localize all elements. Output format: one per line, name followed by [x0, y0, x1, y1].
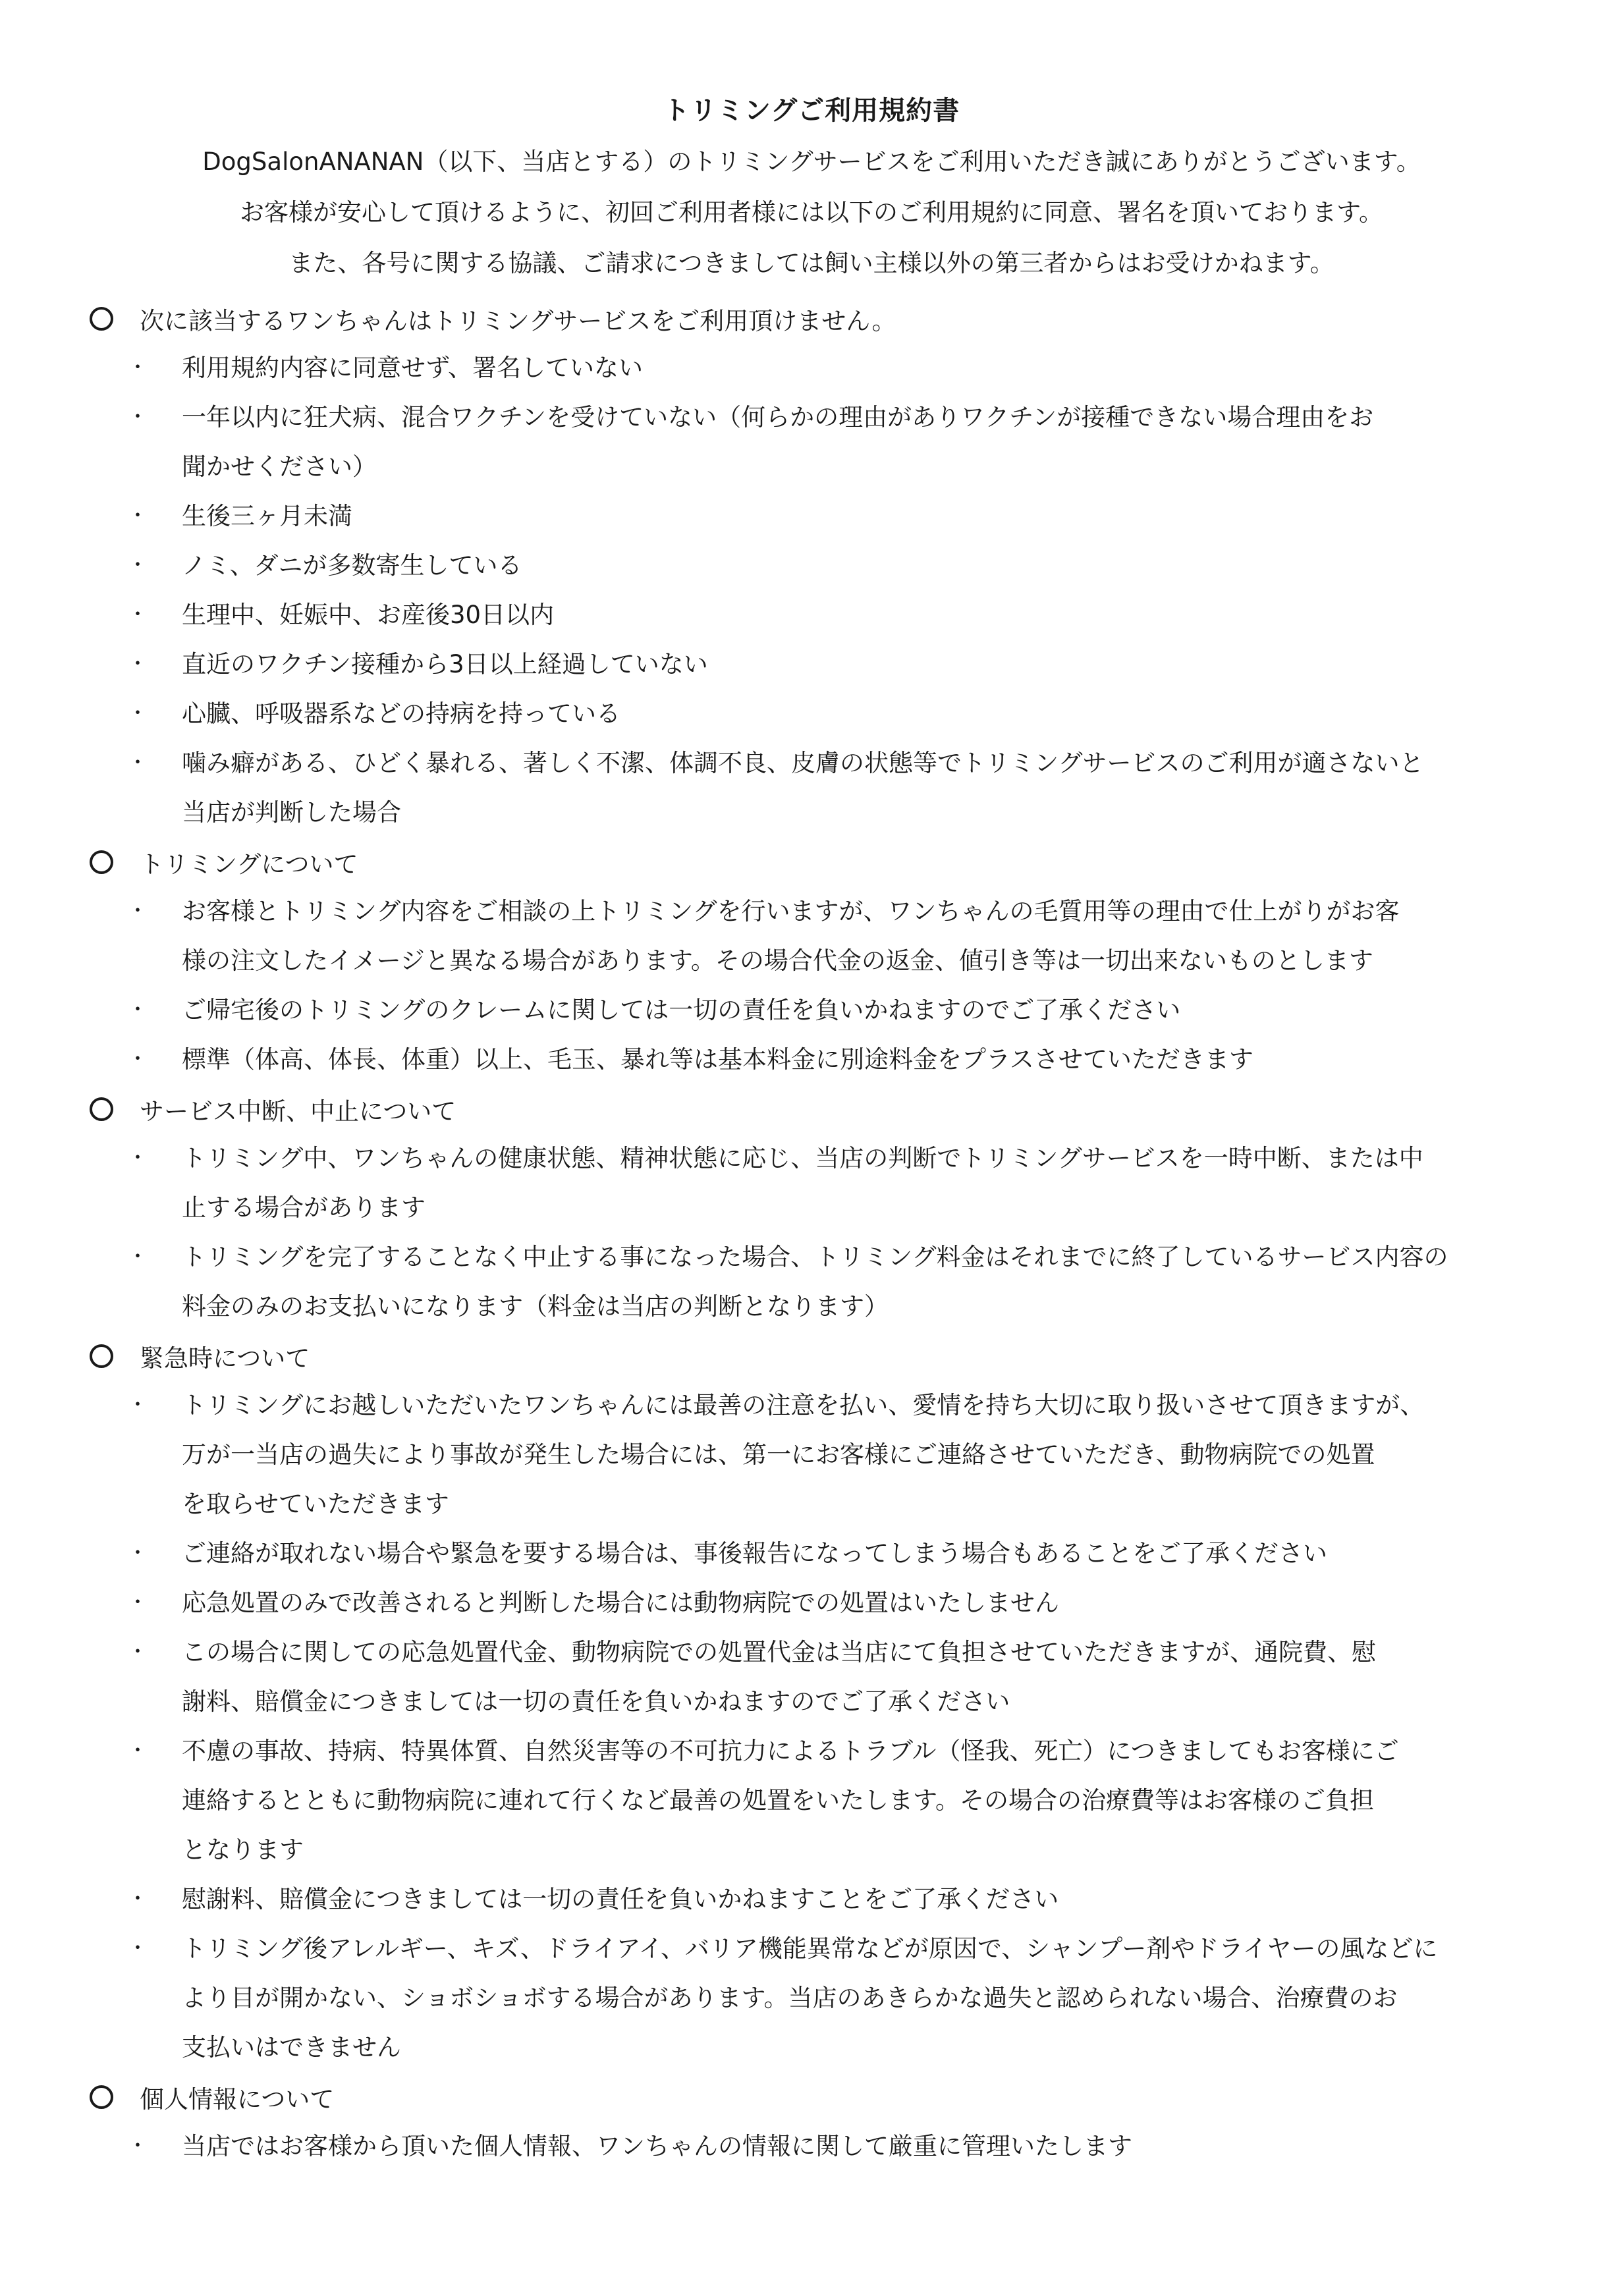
bullet-icon: ・ — [128, 505, 148, 528]
list-item-text: 不慮の事故、持病、特異体質、自然災害等の不可抗力によるトラブル（怪我、死亡）につきましてもお客様にご 連絡するとともに動物病院に連れて行くなど最善の処置をいたします。その場合の治療費等はお客様のご負担 となります — [182, 1737, 1399, 1864]
list-item — [90, 1578, 1506, 1627]
list-item — [90, 1380, 1506, 1529]
list-item-text: トリミングにお越しいただいたワンちゃんには最善の注意を払い、愛情を持ち大切に取り扱いさせて頂きますが、 万が一当店の過失により事故が発生した場合には、第一にお客様にご連絡させていただき、動物病院での処置 を取らせていただきます — [182, 1391, 1425, 1518]
list-item — [90, 640, 1506, 689]
list-item — [90, 2121, 1506, 2171]
list-item-text: 噛み癖がある、ひどく暴れる、著しく不潔、体調不良、皮膚の状態等でトリミングサービスのご利用が適さないと 当店が判断した場合 — [182, 749, 1424, 827]
list-item-text: 応急処置のみで改善されると判断した場合には動物病院での処置はいたしません — [182, 1589, 1059, 1617]
bullet-icon: ・ — [128, 406, 148, 429]
list-item-text: お客様とトリミング内容をご相談の上トリミングを行いますが、ワンちゃんの毛質用等の理由で仕上がりがお客 様の注文したイメージと異なる場合があります。その場合代金の返金、値引き等は一切出来ないものとします — [182, 897, 1400, 975]
intro-line: また、各号に関する協議、ご請求につきましては飼い主様以外の第三者からはお受けかねます。 — [289, 249, 1334, 277]
list-item — [90, 689, 1506, 738]
bullet-icon: ・ — [128, 1937, 148, 1960]
list-item-text: トリミング中、ワンちゃんの健康状態、精神状態に応じ、当店の判断でトリミングサービスを一時中断、または中 止する場合があります — [182, 1144, 1423, 1222]
list-item — [90, 1232, 1506, 1331]
list-item — [90, 738, 1506, 837]
list-item — [90, 1874, 1506, 1924]
list-item — [90, 985, 1506, 1035]
list-item — [90, 541, 1506, 590]
circle-marker-icon — [90, 1097, 113, 1121]
section-items — [90, 1380, 1539, 2072]
bullet-icon: ・ — [128, 1888, 148, 1911]
list-item-text: 慰謝料、賠償金につきましては一切の責任を負いかねますことをご了承ください — [182, 1885, 1059, 1913]
bullet-icon: ・ — [128, 653, 148, 676]
list-item-text: 直近のワクチン接種から3日以上経過していない — [182, 650, 708, 678]
bullet-icon: ・ — [128, 554, 148, 577]
list-item — [90, 887, 1506, 985]
section-heading-text: トリミングについて — [140, 850, 358, 879]
bullet-icon: ・ — [128, 1048, 148, 1071]
section-heading-text: 個人情報について — [140, 2085, 335, 2114]
bullet-icon: ・ — [128, 1147, 148, 1170]
bullet-icon: ・ — [128, 900, 148, 923]
list-item — [90, 590, 1506, 640]
bullet-icon: ・ — [128, 1542, 148, 1565]
circle-marker-icon — [90, 1344, 113, 1368]
intro-line: お客様が安心して頂けるように、初回ご利用者様には以下のご利用規約に同意、署名を頂いております。 — [239, 198, 1384, 227]
list-item — [90, 1627, 1506, 1726]
bullet-icon: ・ — [128, 1394, 148, 1417]
document-title: トリミングご利用規約書 — [663, 96, 960, 126]
list-item-text: 利用規約内容に同意せず、署名していない — [182, 354, 644, 382]
list-item-text: 当店ではお客様から頂いた個人情報、ワンちゃんの情報に関して厳重に管理いたします — [182, 2132, 1132, 2160]
list-item-text: ご帰宅後のトリミングのクレームに関しては一切の責任を負いかねますのでご了承ください — [182, 996, 1181, 1024]
section-heading-text: サービス中断、中止について — [140, 1097, 456, 1126]
bullet-icon: ・ — [128, 702, 148, 725]
bullet-icon: ・ — [128, 2135, 148, 2158]
list-item-text: 心臓、呼吸器系などの持病を持っている — [182, 699, 620, 728]
section-items — [90, 343, 1539, 837]
section-heading — [90, 294, 1539, 343]
bullet-icon: ・ — [128, 752, 148, 775]
list-item — [90, 343, 1506, 393]
bullet-icon: ・ — [128, 1641, 148, 1664]
section-items — [90, 1134, 1539, 1331]
section-heading-text: 緊急時について — [140, 1344, 310, 1373]
bullet-icon: ・ — [128, 356, 148, 379]
bullet-icon: ・ — [128, 1739, 148, 1763]
circle-marker-icon — [90, 2085, 113, 2109]
list-item — [90, 1035, 1506, 1084]
list-item — [90, 1924, 1506, 2072]
intro-line: DogSalonANANAN（以下、当店とする）のトリミングサービスをご利用いただき誠にありがとうございます。 — [202, 148, 1421, 176]
bullet-icon: ・ — [128, 998, 148, 1022]
list-item — [90, 393, 1506, 491]
section-heading — [90, 1084, 1539, 1134]
terms-sections — [90, 294, 1539, 2171]
section-items — [90, 2121, 1539, 2171]
list-item — [90, 1726, 1506, 1874]
list-item — [90, 491, 1506, 541]
list-item-text: ご連絡が取れない場合や緊急を要する場合は、事後報告になってしまう場合もあることをご了承ください — [182, 1539, 1327, 1568]
list-item-text: 生理中、妊娠中、お産後30日以内 — [182, 601, 555, 629]
section-heading — [90, 2072, 1539, 2121]
circle-marker-icon — [90, 307, 113, 331]
section-items — [90, 887, 1539, 1084]
list-item-text: トリミングを完了することなく中止する事になった場合、トリミング料金はそれまでに終了しているサービス内容の 料金のみのお支払いになります（料金は当店の判断となります） — [182, 1243, 1448, 1321]
list-item-text: 生後三ヶ月未満 — [182, 502, 352, 530]
list-item — [90, 1134, 1506, 1232]
list-item — [90, 1529, 1506, 1578]
circle-marker-icon — [90, 850, 113, 874]
bullet-icon: ・ — [128, 603, 148, 626]
section-heading-text: 次に該当するワンちゃんはトリミングサービスをご利用頂けません。 — [140, 306, 896, 335]
section-heading — [90, 1331, 1539, 1380]
bullet-icon: ・ — [128, 1591, 148, 1614]
list-item-text: この場合に関しての応急処置代金、動物病院での処置代金は当店にて負担させていただきますが、通院費、慰 謝料、賠償金につきましては一切の責任を負いかねますのでご了承ください — [182, 1638, 1376, 1716]
list-item-text: トリミング後アレルギー、キズ、ドライアイ、バリア機能異常などが原因で、シャンプー剤やドライヤーの風などに より目が開かない、ショボショボする場合があります。当店のあきらかな過失と認められない場合、治療費のお 支払いはできません — [182, 1934, 1438, 2062]
list-item-text: ノミ、ダニが多数寄生している — [182, 551, 522, 580]
bullet-icon: ・ — [128, 1245, 148, 1269]
list-item-text: 標準（体高、体長、体重）以上、毛玉、暴れ等は基本料金に別途料金をプラスさせていただきます — [182, 1045, 1253, 1074]
section-heading — [90, 837, 1539, 887]
list-item-text: 一年以内に狂犬病、混合ワクチンを受けていない（何らかの理由がありワクチンが接種できない場合理由をお 聞かせください） — [182, 403, 1374, 481]
